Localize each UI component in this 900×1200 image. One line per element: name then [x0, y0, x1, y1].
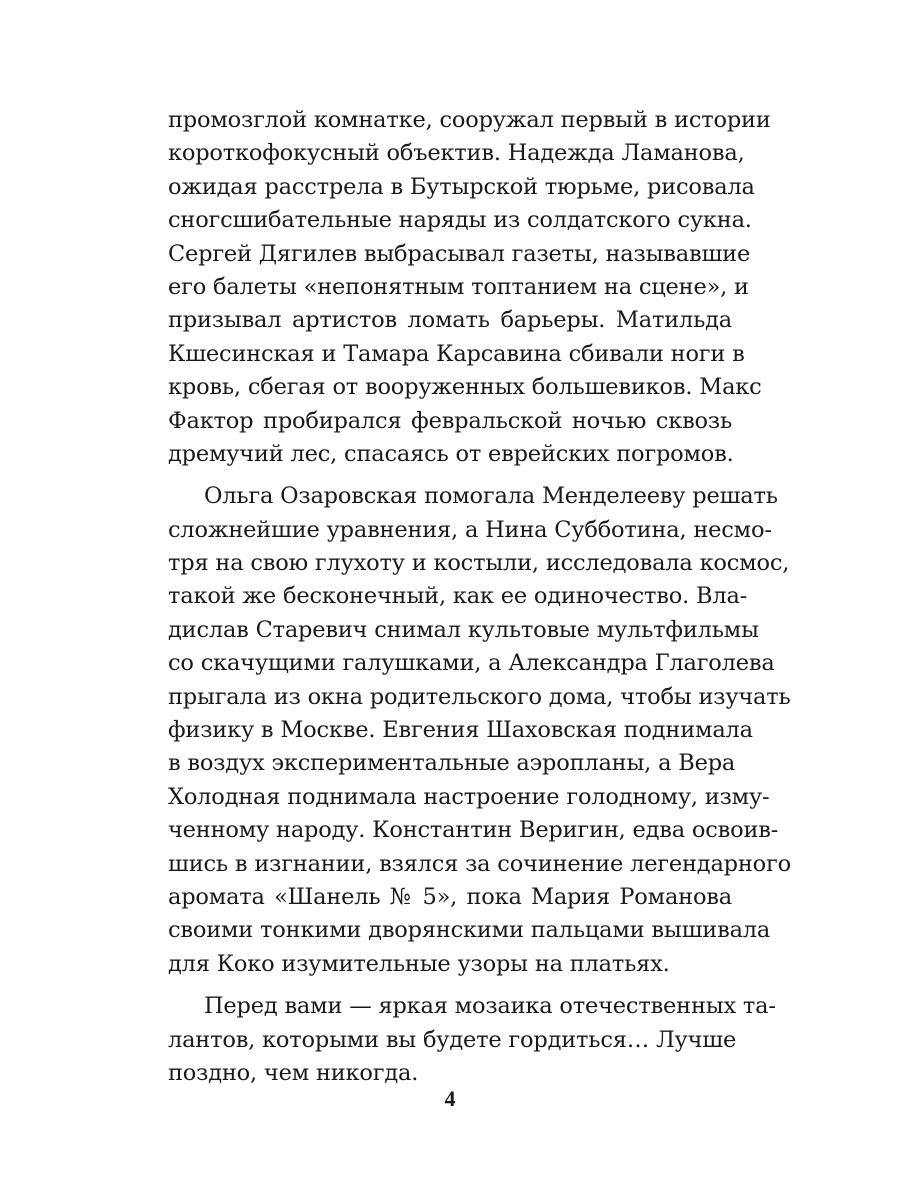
text-line: промозглой комнатке, сооружал первый в истории	[168, 107, 771, 133]
text-line: физику в Москве. Евгения Шаховская поднимала	[168, 717, 753, 744]
text-line: сногсшибательные наряды из солдатского сукна.	[168, 207, 752, 234]
text-line: Фактор пробирался февральской ночью сквозь	[168, 407, 732, 434]
text-line: ченному народу. Константин Веригин, едва освоив-	[168, 817, 779, 844]
page-body	[168, 104, 791, 1090]
text-line: призывал артистов ломать барьеры. Матильда	[168, 307, 732, 334]
text-line: ожидая расстрела в Бутырской тюрьме, рисовала	[168, 173, 755, 200]
text-line: его балеты «непонятным топтанием на сцене», и	[168, 273, 749, 300]
text-line: дремучий лес, спасаясь от еврейских погромов.	[168, 440, 734, 467]
text-line: лантов, которыми вы будете гордиться… Лучше	[168, 1026, 737, 1053]
text-line: Кшесинская и Тамара Карсавина сбивали ноги в	[168, 340, 745, 367]
text-line: короткофокусный объектив. Надежда Ламанова,	[168, 140, 745, 167]
text-line: кровь, сбегая от вооруженных большевиков. Макс	[168, 374, 762, 401]
text-line: такой же бесконечный, как ее одиночество. Вла-	[168, 583, 748, 610]
text-line: дислав Старевич снимал культовые мультфильмы	[168, 616, 759, 643]
text-line: поздно, чем никогда.	[168, 1059, 419, 1086]
text-line: Холодная поднимала настроение голодному, изму-	[168, 783, 770, 810]
text-line: Ольга Озаровская помогала Менделееву решать	[204, 483, 778, 510]
text-line: со скачущими галушками, а Александра Глаголева	[168, 650, 775, 677]
text-line: аромата «Шанель № 5», пока Мария Романова	[168, 883, 732, 910]
paragraph-3	[168, 990, 776, 1090]
paragraph-spacer	[168, 981, 732, 990]
text-line: в воздух экспериментальные аэропланы, а Вера	[168, 750, 736, 777]
text-line: для Коко изумительные узоры на платьях.	[168, 950, 670, 977]
text-line: шись в изгнании, взялся за сочинение легендарного	[168, 850, 791, 877]
paragraph-spacer	[168, 471, 732, 480]
text-line: Перед вами — яркая мозаика отечественных та-	[204, 993, 776, 1020]
paragraph-2	[168, 480, 791, 981]
text-line: тря на свою глухоту и костыли, исследовала космос,	[168, 550, 790, 577]
text-line: Сергей Дягилев выбрасывал газеты, называвшие	[168, 240, 751, 267]
text-line: прыгала из окна родительского дома, чтобы изучать	[168, 683, 791, 710]
text-line: своими тонкими дворянскими пальцами вышивала	[168, 917, 771, 944]
paragraph-1	[168, 104, 771, 471]
text-line: сложнейшие уравнения, а Нина Субботина, несмо-	[168, 516, 772, 543]
page-number: 4	[444, 1086, 456, 1111]
